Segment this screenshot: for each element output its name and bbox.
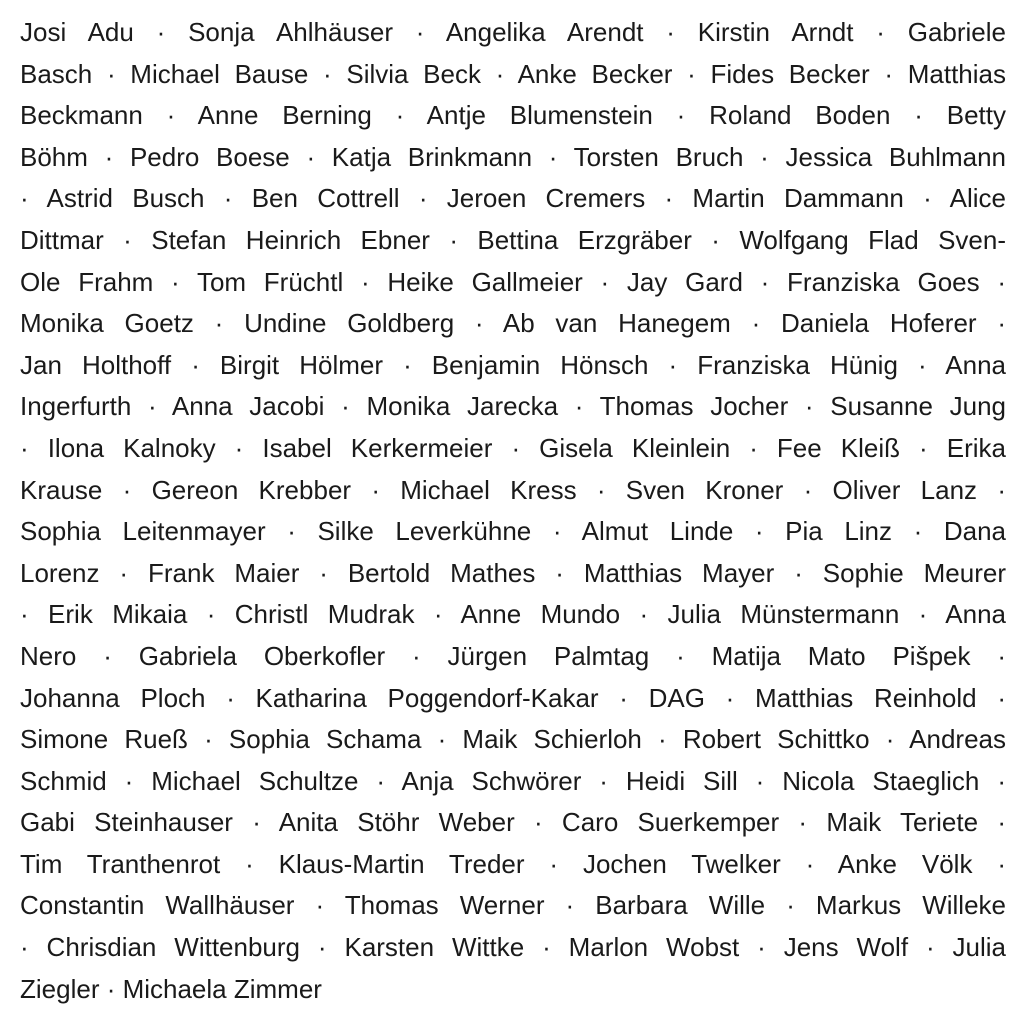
text-line: Ingerfurth · Anna Jacobi · Monika Jarecka · Thomas Jocher · Susanne Jung: [20, 391, 1006, 422]
text-line: Krause · Gereon Krebber · Michael Kress · Sven Kroner · Oliver Lanz ·: [20, 474, 1006, 505]
text-line: · Astrid Busch · Ben Cottrell · Jeroen Cremers · Martin Dammann · Alice: [20, 183, 1006, 214]
text-line: · Chrisdian Wittenburg · Karsten Wittke · Marlon Wobst · Jens Wolf · Julia: [20, 932, 1006, 963]
text-line: Ziegler · Michaela Zimmer: [20, 973, 322, 1004]
text-line: Josi Adu · Sonja Ahlhäuser · Angelika Arendt · Kirstin Arndt · Gabriele: [20, 17, 1006, 47]
text-line: Simone Rueß · Sophia Schama · Maik Schierloh · Robert Schittko · Andreas: [20, 724, 1006, 755]
names-list: [20, 12, 1006, 1010]
text-line: Ole Frahm · Tom Früchtl · Heike Gallmeier · Jay Gard · Franziska Goes ·: [20, 266, 1006, 297]
text-line: Lorenz · Frank Maier · Bertold Mathes · Matthias Mayer · Sophie Meurer: [20, 557, 1006, 588]
text-line: Schmid · Michael Schultze · Anja Schwörer · Heidi Sill · Nicola Staeglich ·: [20, 765, 1006, 796]
text-line: · Ilona Kalnoky · Isabel Kerkermeier · Gisela Kleinlein · Fee Kleiß · Erika: [20, 432, 1006, 463]
text-line: Gabi Steinhauser · Anita Stöhr Weber · Caro Suerkemper · Maik Teriete ·: [20, 807, 1006, 838]
text-line: Monika Goetz · Undine Goldberg · Ab van Hanegem · Daniela Hoferer ·: [20, 308, 1006, 339]
text-line: Tim Tranthenrot · Klaus-Martin Treder · Jochen Twelker · Anke Völk ·: [20, 848, 1006, 879]
text-line: · Erik Mikaia · Christl Mudrak · Anne Mundo · Julia Münstermann · Anna: [20, 599, 1006, 630]
text-line: Johanna Ploch · Katharina Poggendorf-Kakar · DAG · Matthias Reinhold ·: [20, 682, 1006, 713]
text-line: Beckmann · Anne Berning · Antje Blumenstein · Roland Boden · Betty: [20, 100, 1006, 131]
text-line: Dittmar · Stefan Heinrich Ebner · Bettina Erzgräber · Wolfgang Flad Sven-: [20, 224, 1006, 255]
text-line: Sophia Leitenmayer · Silke Leverkühne · Almut Linde · Pia Linz · Dana: [20, 516, 1006, 547]
text-line: Constantin Wallhäuser · Thomas Werner · Barbara Wille · Markus Willeke: [20, 890, 1006, 921]
text-line: Böhm · Pedro Boese · Katja Brinkmann · Torsten Bruch · Jessica Buhlmann: [20, 141, 1006, 172]
text-line: Basch · Michael Bause · Silvia Beck · Anke Becker · Fides Becker · Matthias: [20, 58, 1006, 89]
text-line: Jan Holthoff · Birgit Hölmer · Benjamin Hönsch · Franziska Hünig · Anna: [20, 349, 1006, 380]
text-line: Nero · Gabriela Oberkofler · Jürgen Palmtag · Matija Mato Pišpek ·: [20, 640, 1006, 671]
